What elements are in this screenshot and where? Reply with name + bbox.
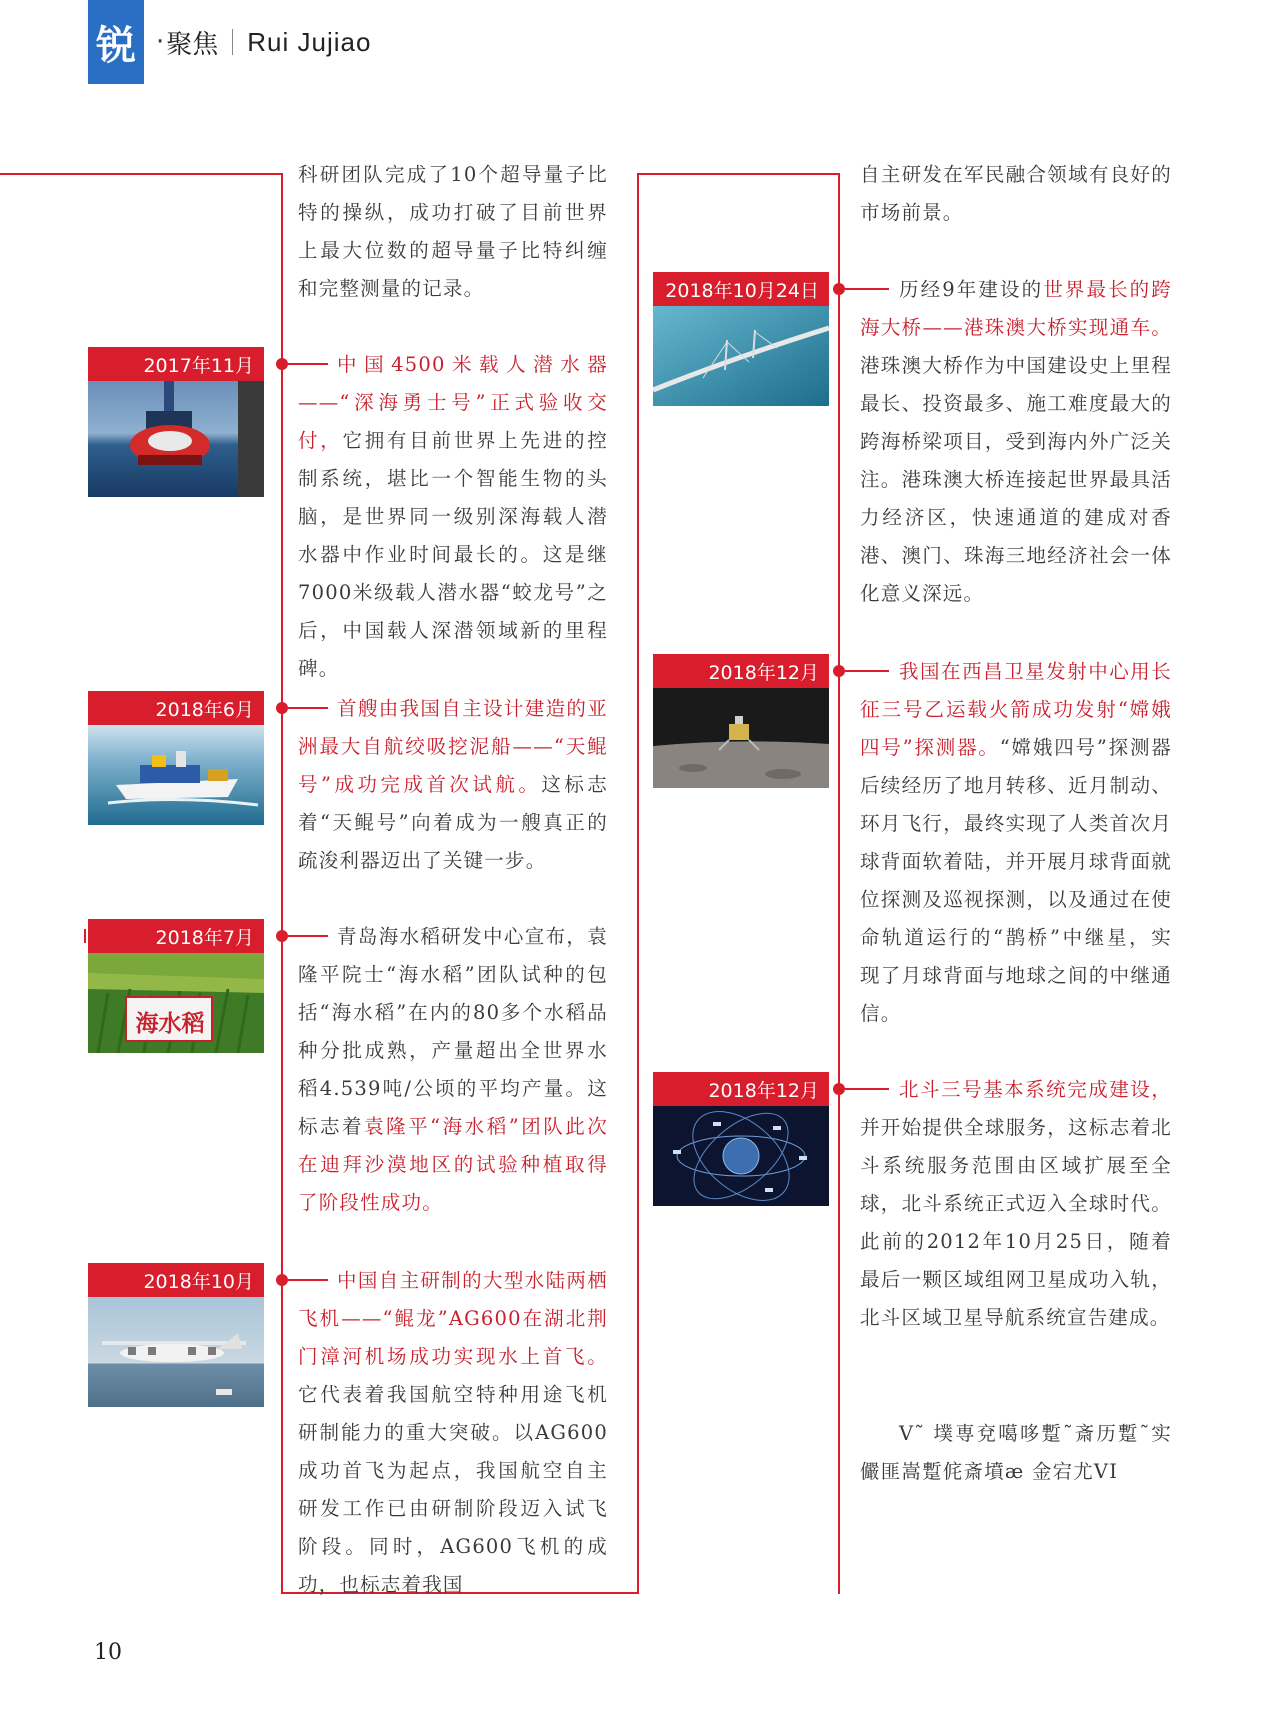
dredging-ship-photo xyxy=(88,725,264,825)
date-tag-2018-06: 2018年6月 xyxy=(88,691,264,725)
sea-rice-photo xyxy=(88,953,264,1053)
section-title-cn: 聚焦 xyxy=(166,29,219,60)
sea-rice-sign-text: 海水稻 xyxy=(135,1011,205,1037)
entry-2018-10-highlight: 中国自主研制的大型水陆两栖飞机——“鲲龙”AG600在湖北荆门漳河机场成功实现水上首飞。 xyxy=(298,1269,608,1368)
entry-2018-10-24-text xyxy=(860,271,1172,613)
entry-2018-12-beidou-body: 并开始提供全球服务，这标志着北斗系统服务范围由区域扩展至全球，北斗系统正式迈入全球时代。此前的2012年10月25日，随着最后一颗区域组网卫星成功入轨，北斗区域卫星导航系统宣告建成。 xyxy=(860,1116,1172,1329)
timeline-dot xyxy=(833,1083,845,1095)
entry-2018-10-24-body: 港珠澳大桥作为中国建设史上里程最长、投资最多、施工难度最大的跨海桥梁项目，受到海内外广泛关注。港珠澳大桥连接起世界最具活力经济区，快速通道的建成对香港、澳门、珠海三地经济社会一体化意义深远。 xyxy=(860,354,1172,605)
right-intro-paragraph xyxy=(860,156,1172,232)
logo-box: 锐 xyxy=(88,0,144,84)
date-tag-2018-10-24: 2018年10月24日 xyxy=(653,272,829,306)
date-tag-2018-12-lunar: 2018年12月 xyxy=(653,654,829,688)
left-timeline-line xyxy=(281,173,283,1594)
lunar-lander-photo xyxy=(653,688,829,788)
left-top-connector xyxy=(0,173,282,175)
right-top-connector xyxy=(637,173,840,175)
amphibious-aircraft-photo xyxy=(88,1297,264,1407)
entry-2018-06-body: 这标志着“天鲲号”向着成为一艘真正的疏浚利器迈出了关键一步。 xyxy=(298,773,609,872)
right-intro-text: 自主研发在军民融合领域有良好的市场前景。 xyxy=(860,163,1172,224)
timeline-dot xyxy=(276,930,288,942)
entry-2018-10-24-highlight: 世界最长的跨海大桥——港珠澳大桥实现通车。 xyxy=(860,278,1172,339)
page-header xyxy=(88,0,371,84)
entry-2018-10-24-lead: 历经9年建设的 xyxy=(899,278,1044,301)
timeline-dot xyxy=(833,283,845,295)
timeline-dot xyxy=(276,358,288,370)
entry-2018-07-body: 青岛海水稻研发中心宣布，袁隆平院士“海水稻”团队试种的包括“海水稻”在内的80多个水稻品种分批成熟，产量超出全世界水稻4.539吨/公顷的平均产量。这标志着 xyxy=(298,925,608,1138)
entry-2018-10-body: 它代表着我国航空特种用途飞机研制能力的重大突破。以AG600成功首飞为起点，我国航空自主研发工作已由研制阶段迈入试飞阶段。同时，AG600飞机的成功，也标志着我国 xyxy=(298,1383,608,1596)
garbled-note xyxy=(860,1415,1172,1491)
left-intro-paragraph xyxy=(298,156,608,308)
entry-2018-06-highlight: 首艘由我国自主设计建造的亚洲最大自航绞吸挖泥船——“天鲲号”成功完成首次试航。 xyxy=(298,697,608,796)
timeline-dot xyxy=(833,665,845,677)
entry-2018-12-lunar-text xyxy=(860,653,1172,1033)
entry-2018-12-beidou-highlight: 北斗三号基本系统完成建设， xyxy=(899,1078,1172,1101)
left-intro-text: 科研团队完成了10个超导量子比特的操纵，成功打破了目前世界上最大位数的超导量子比特纠缠和完整测量的记录。 xyxy=(298,163,608,300)
beidou-satellite-photo xyxy=(653,1106,829,1206)
middle-timeline-line xyxy=(637,173,639,1594)
entry-2018-07-text xyxy=(298,918,608,1222)
header-divider xyxy=(232,29,233,55)
date-tag-2018-10: 2018年10月 xyxy=(88,1263,264,1297)
left-edge-stub xyxy=(84,929,86,943)
entry-2018-06-text xyxy=(298,690,608,880)
date-tag-2017-11: 2017年11月 xyxy=(88,347,264,381)
garbled-note-text: V˜ 墣専兗噶哆蹔˜斎历蹔˜实儼匪嵩蹔侂斎墳æ 金宕尤VI xyxy=(860,1422,1172,1483)
date-tag-2018-07: 2018年7月 xyxy=(88,919,264,953)
header-dot: · xyxy=(156,27,165,57)
entry-2018-12-lunar-highlight: 我国在西昌卫星发射中心用长征三号乙运载火箭成功发射“嫦娥四号”探测器。 xyxy=(860,660,1172,759)
entry-2018-12-lunar-body: “嫦娥四号”探测器后续经历了地月转移、近月制动、环月飞行，最终实现了人类首次月球背面软着陆，并开展月球背面就位探测及巡视探测，以及通过在使命轨道运行的“鹊桥”中继星，实现了月球背面与地球之间的中继通信。 xyxy=(860,736,1172,1025)
entry-2017-11-body: 它拥有目前世界上先进的控制系统，堪比一个智能生物的头脑，是世界同一级别深海载人潜水器中作业时间最长的。这是继7000米级载人潜水器“蛟龙号”之后，中国载人深潜领域新的里程碑。 xyxy=(298,429,608,680)
deep-sea-submersible-photo xyxy=(88,381,264,497)
timeline-dot xyxy=(276,1274,288,1286)
section-title-en: Rui Jujiao xyxy=(247,26,372,57)
page-number: 10 xyxy=(94,1640,122,1665)
entry-2017-11-text xyxy=(298,346,608,688)
date-tag-2018-12-beidou: 2018年12月 xyxy=(653,1072,829,1106)
entry-2018-12-beidou-text xyxy=(860,1071,1172,1337)
entry-2017-11-highlight: 中国4500米载人潜水器——“深海勇士号”正式验收交付， xyxy=(298,353,608,452)
bridge-photo xyxy=(653,306,829,406)
entry-2018-10-text xyxy=(298,1262,608,1604)
right-timeline-line xyxy=(838,173,840,1594)
timeline-dot xyxy=(276,702,288,714)
entry-2018-07-highlight: 袁隆平“海水稻”团队此次在迪拜沙漠地区的试验种植取得了阶段性成功。 xyxy=(298,1115,608,1214)
